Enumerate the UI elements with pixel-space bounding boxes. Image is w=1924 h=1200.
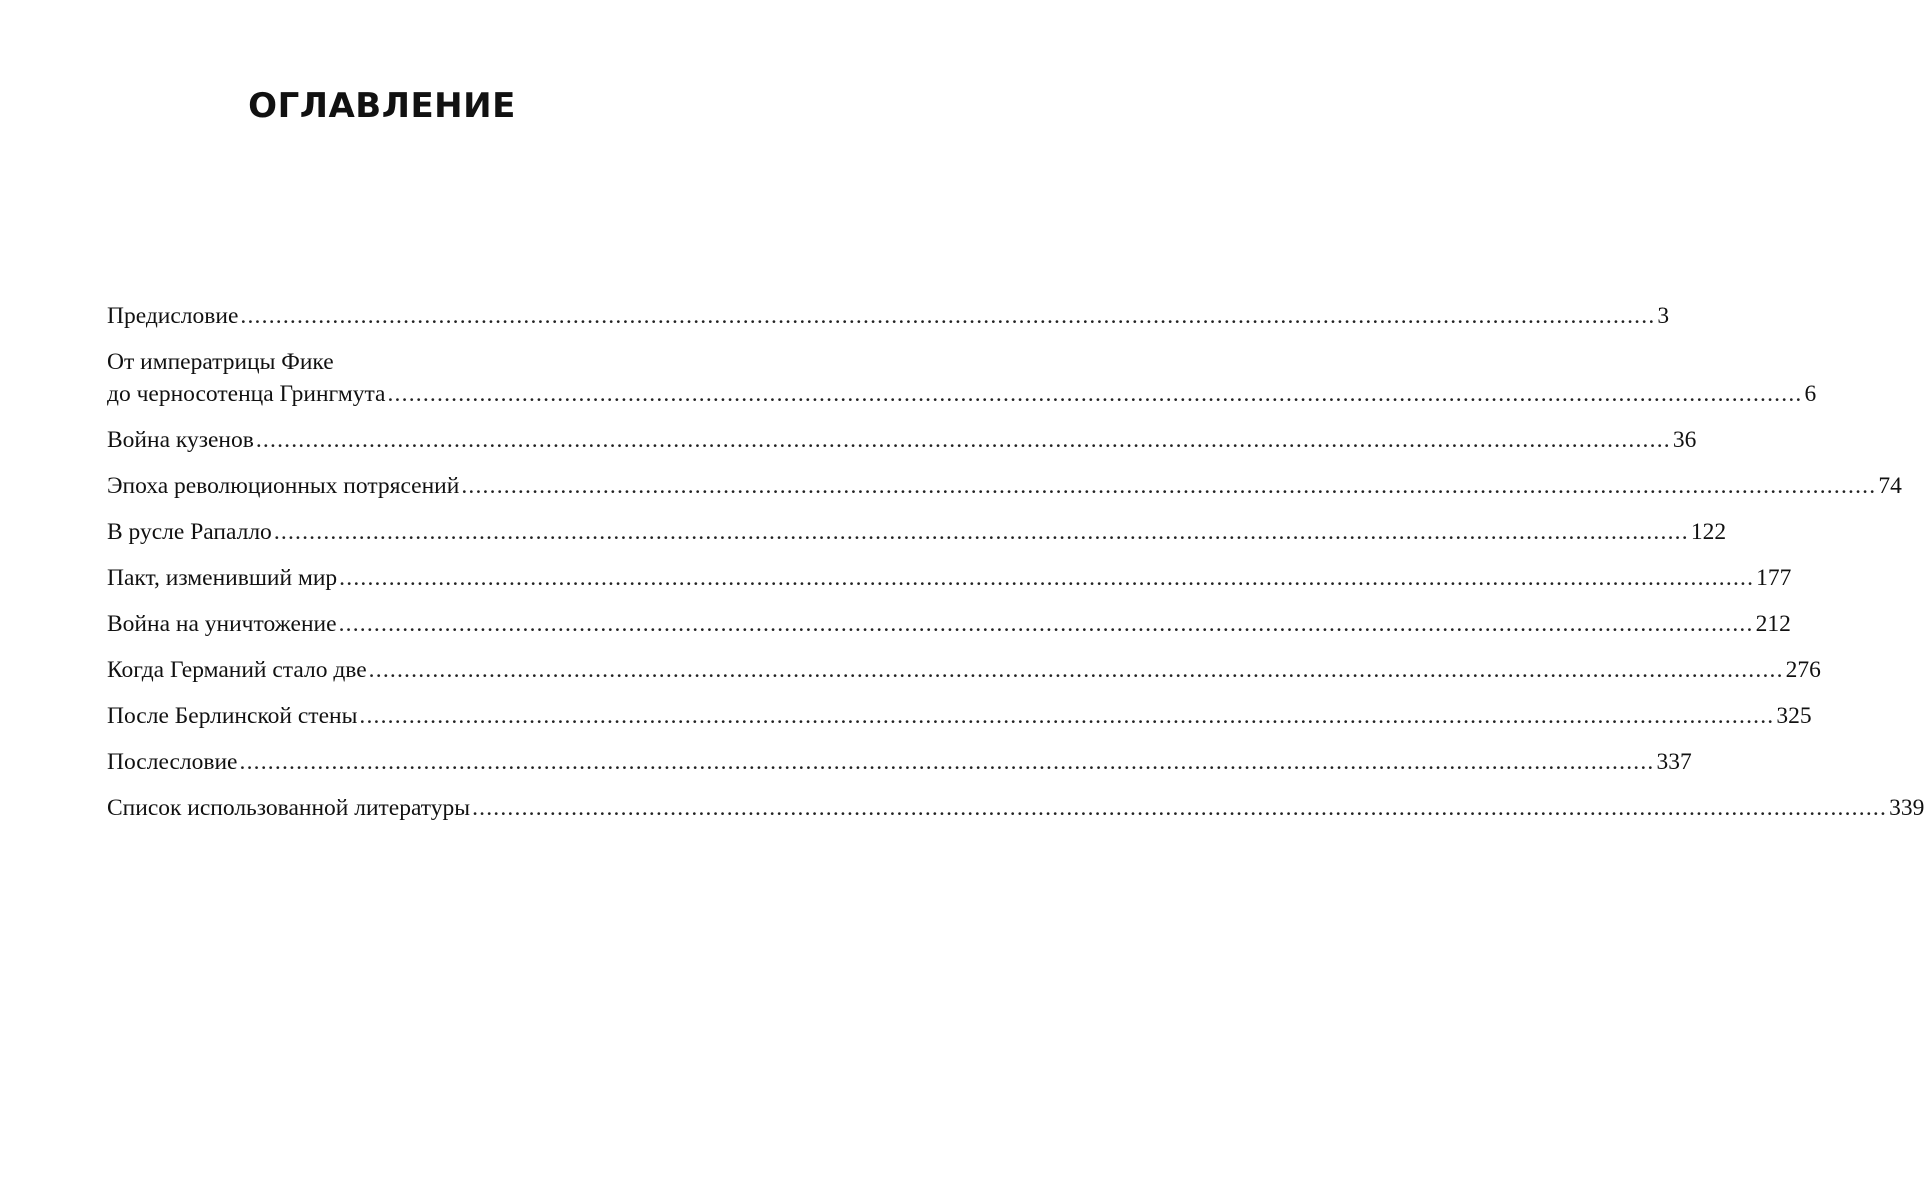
toc-page-number: 122 (1690, 519, 1727, 545)
toc-line (107, 378, 1817, 410)
toc-entry-title: Предисловие (107, 303, 239, 329)
toc-entry-title: В русле Рапалло (107, 519, 272, 545)
toc-page-number: 74 (1878, 473, 1902, 499)
toc-entry (107, 700, 1812, 732)
dot-leader: ........................................................................................................................................................................................................ (338, 611, 1754, 637)
toc-entry-title: После Берлинской стены (107, 703, 358, 729)
toc-entry (107, 562, 1792, 594)
toc-page-number: 6 (1804, 381, 1817, 407)
toc-entry-title-line-1: От императрицы Фике (107, 349, 334, 375)
toc-entry (107, 746, 1692, 778)
toc-line (107, 746, 1692, 778)
toc-line (107, 516, 1727, 548)
dot-leader: ........................................................................................................................................................................................................ (339, 565, 1755, 591)
toc-line (107, 562, 1792, 594)
toc-entry (107, 608, 1791, 640)
toc-page-number: 276 (1785, 657, 1821, 683)
toc-line (107, 608, 1791, 640)
toc-page-number: 337 (1656, 749, 1692, 775)
toc-entry (107, 470, 1902, 502)
dot-leader: ........................................................................................................................................................................................................ (273, 519, 1689, 545)
toc-entry (107, 300, 1670, 332)
toc-entry-title: Война кузенов (107, 427, 254, 453)
dot-leader: ........................................................................................................................................................................................................ (461, 473, 1877, 499)
toc-entry (107, 424, 1697, 456)
toc-line (107, 470, 1902, 502)
toc-entry-title: Война на уничтожение (107, 611, 337, 637)
dot-leader: ........................................................................................................................................................................................................ (368, 657, 1784, 683)
toc-entry-title: Пакт, изменивший мир (107, 565, 338, 591)
toc-entry (107, 792, 1924, 824)
toc-line (107, 424, 1697, 456)
dot-leader: ........................................................................................................................................................................................................ (255, 427, 1671, 453)
toc-page-number: 3 (1657, 303, 1670, 329)
toc-entry (107, 346, 1817, 410)
toc-entry (107, 516, 1727, 548)
toc-page-number: 36 (1672, 427, 1697, 453)
toc-line (107, 792, 1924, 824)
toc-line (107, 654, 1821, 686)
toc-entry (107, 654, 1821, 686)
toc-entry-title: Послесловие (107, 749, 238, 775)
toc-entry-title: Список использованной литературы (107, 795, 471, 821)
dot-leader: ........................................................................................................................................................................................................ (387, 381, 1803, 407)
dot-leader: ........................................................................................................................................................................................................ (359, 703, 1775, 729)
toc-entry-title: до черносотенца Грингмута (107, 381, 386, 407)
toc-line (107, 700, 1812, 732)
toc-line (107, 300, 1670, 332)
toc-page-number: 212 (1755, 611, 1791, 637)
page-title: ОГЛАВЛЕНИЕ (248, 86, 516, 126)
table-of-contents (107, 300, 1924, 838)
toc-page-number: 325 (1776, 703, 1812, 729)
dot-leader: ........................................................................................................................................................................................................ (240, 303, 1656, 329)
toc-entry-title: Эпоха революционных потрясений (107, 473, 460, 499)
toc-page-number: 177 (1756, 565, 1792, 591)
toc-entry-title: Когда Германий стало две (107, 657, 367, 683)
dot-leader: ........................................................................................................................................................................................................ (472, 795, 1888, 821)
toc-page-number: 339 (1889, 795, 1924, 821)
dot-leader: ........................................................................................................................................................................................................ (239, 749, 1655, 775)
